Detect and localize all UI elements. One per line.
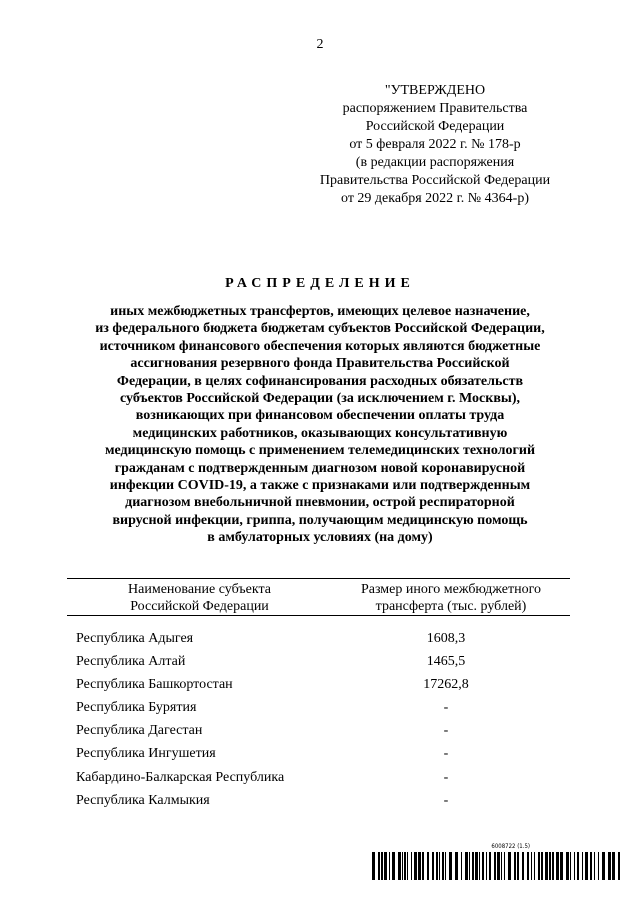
description-line: субъектов Российской Федерации (за исключением г. Москвы), <box>120 391 520 407</box>
approval-line: Правительства Российской Федерации <box>319 173 551 188</box>
transfer-amount: - <box>443 769 449 785</box>
table-row <box>76 654 576 677</box>
barcode-label: 6008722 (1.5) <box>491 843 530 850</box>
table-body <box>76 631 576 816</box>
transfer-amount: 1465,5 <box>426 654 466 670</box>
region-name: Республика Адыгея <box>76 631 194 646</box>
approval-block <box>305 82 565 208</box>
document-description <box>60 303 580 547</box>
header-region-name: Наименование субъекта Российской Федерации <box>128 582 271 614</box>
table-row <box>76 631 576 654</box>
description-line: из федерального бюджета бюджетам субъектов Российской Федерации, <box>95 321 545 337</box>
table-row <box>76 770 576 793</box>
region-name: Республика Калмыкия <box>76 792 210 808</box>
approval-line: распоряжением Правительства <box>342 101 528 116</box>
description-line: в амбулаторных условиях (на дому) <box>207 530 433 546</box>
region-name: Республика Башкортостан <box>76 677 233 693</box>
transfer-amount: 17262,8 <box>423 677 469 693</box>
transfer-amount: - <box>443 746 449 762</box>
table-header <box>67 578 570 616</box>
approval-line: от 29 декабря 2022 г. № 4364-р) <box>341 191 529 206</box>
transfer-amount: - <box>443 792 449 808</box>
transfer-amount: 1608,3 <box>426 631 466 646</box>
region-name: Республика Дагестан <box>76 723 203 739</box>
table-row <box>76 677 576 700</box>
barcode-block <box>372 843 620 880</box>
description-line: возникающих при финансовом обеспечении оплаты труда <box>135 408 505 424</box>
approval-line: Российской Федерации <box>365 119 505 134</box>
header-transfer-amount: Размер иного межбюджетного трансферта (тыс. рублей) <box>360 582 542 614</box>
description-line: ассигнования резервного фонда Правительства Российской <box>130 356 510 372</box>
description-line: медицинских работников, оказывающих консультативную <box>132 425 508 441</box>
transfer-amount: - <box>443 700 449 716</box>
transfer-amount: - <box>443 723 449 739</box>
barcode-image <box>372 852 620 880</box>
description-line: Федерации, в целях софинансирования расходных обязательств <box>116 373 524 389</box>
description-line: медицинскую помощь с применением телемедицинских технологий <box>104 443 536 459</box>
page-number: 2 <box>316 37 324 52</box>
description-line: диагнозом внебольничной пневмонии, острой респираторной <box>125 495 515 511</box>
region-name: Республика Ингушетия <box>76 746 216 762</box>
region-name: Республика Бурятия <box>76 700 197 716</box>
description-line: вирусной инфекции, гриппа, получающим медицинскую помощь <box>112 512 528 528</box>
table-row <box>76 793 576 816</box>
approval-line: от 5 февраля 2022 г. № 178-р <box>349 137 521 152</box>
description-line: иных межбюджетных трансфертов, имеющих целевое назначение, <box>110 304 530 319</box>
approval-line: "УТВЕРЖДЕНО <box>384 83 486 98</box>
document-title: РАСПРЕДЕЛЕНИЕ <box>225 276 415 291</box>
description-line: гражданам с подтвержденным диагнозом новой коронавирусной <box>114 460 526 476</box>
description-line: источником финансового обеспечения которых являются бюджетные <box>99 338 541 354</box>
region-name: Республика Алтай <box>76 654 186 670</box>
approval-line: (в редакции распоряжения <box>355 155 515 170</box>
table-row <box>76 723 576 746</box>
description-line: инфекции COVID-19, а также с признаками или подтвержденным <box>109 478 531 494</box>
region-name: Кабардино-Балкарская Республика <box>76 769 285 785</box>
table-row <box>76 746 576 769</box>
table-row <box>76 700 576 723</box>
